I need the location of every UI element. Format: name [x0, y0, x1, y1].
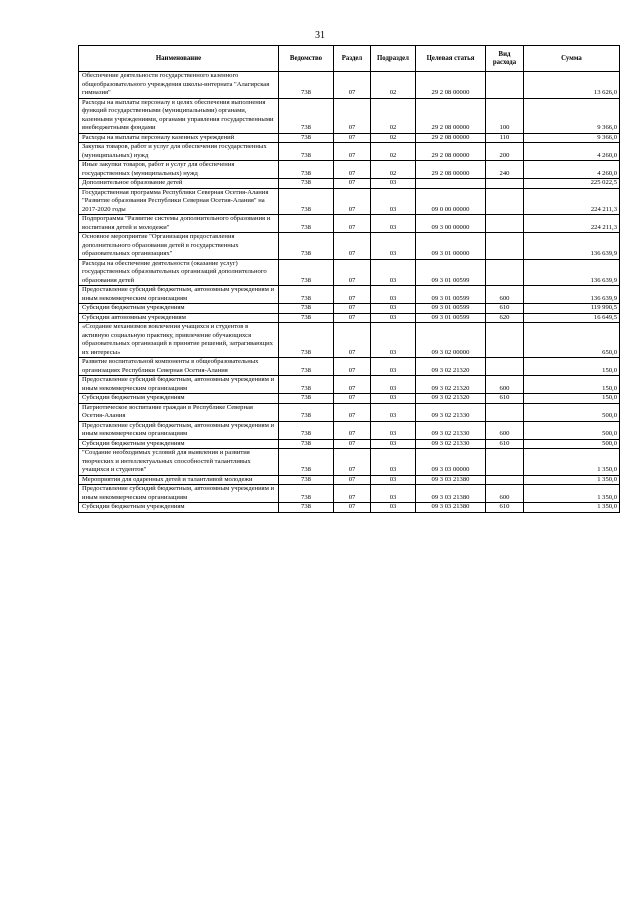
cell-target: 09 3 02 21330 — [416, 403, 486, 421]
cell-subsection: 03 — [371, 358, 416, 376]
header-subsection: Подраздел — [371, 46, 416, 72]
cell-name: Предоставление субсидий бюджетным, автономным учреждениям и иным некоммерческим организациям — [79, 376, 279, 394]
cell-section: 07 — [334, 233, 371, 260]
cell-kind: 620 — [486, 313, 524, 323]
cell-target: 09 3 01 00000 — [416, 233, 486, 260]
cell-kind: 610 — [486, 439, 524, 449]
table-row — [79, 179, 620, 189]
cell-section: 07 — [334, 439, 371, 449]
cell-sum: 224 211,3 — [524, 215, 620, 233]
cell-sum: 500,0 — [524, 403, 620, 421]
cell-sum: 136 639,9 — [524, 286, 620, 304]
cell-target: 09 3 02 21320 — [416, 394, 486, 404]
cell-target: 09 3 01 00599 — [416, 259, 486, 286]
cell-target: 09 3 03 21380 — [416, 503, 486, 513]
table-row — [79, 323, 620, 358]
cell-subsection: 03 — [371, 394, 416, 404]
cell-target: 09 3 03 21380 — [416, 485, 486, 503]
cell-section: 07 — [334, 503, 371, 513]
cell-kind: 240 — [486, 161, 524, 179]
table-row — [79, 403, 620, 421]
cell-target — [416, 179, 486, 189]
cell-kind — [486, 403, 524, 421]
cell-kind — [486, 475, 524, 485]
cell-name: Расходы на обеспечение деятельности (оказание услуг) государственных образовательных организаций дополнительного образования детей — [79, 259, 279, 286]
cell-target: 29 2 08 00000 — [416, 98, 486, 133]
table-row — [79, 421, 620, 439]
cell-subsection: 03 — [371, 421, 416, 439]
cell-subsection: 03 — [371, 233, 416, 260]
cell-sum: 136 639,9 — [524, 233, 620, 260]
table-row — [79, 304, 620, 314]
cell-target: 09 0 00 00000 — [416, 188, 486, 215]
cell-sum: 16 649,5 — [524, 313, 620, 323]
cell-section: 07 — [334, 72, 371, 99]
cell-kind — [486, 233, 524, 260]
cell-target: 09 3 01 00599 — [416, 313, 486, 323]
table-row — [79, 233, 620, 260]
cell-department: 738 — [279, 394, 334, 404]
cell-subsection: 02 — [371, 143, 416, 161]
cell-section: 07 — [334, 313, 371, 323]
cell-section: 07 — [334, 485, 371, 503]
cell-subsection: 02 — [371, 133, 416, 143]
cell-sum: 1 350,0 — [524, 475, 620, 485]
cell-kind: 600 — [486, 376, 524, 394]
header-section: Раздел — [334, 46, 371, 72]
cell-subsection: 03 — [371, 259, 416, 286]
cell-section: 07 — [334, 188, 371, 215]
cell-subsection: 03 — [371, 313, 416, 323]
cell-department: 738 — [279, 161, 334, 179]
cell-subsection: 02 — [371, 161, 416, 179]
cell-target: 29 2 08 00000 — [416, 143, 486, 161]
cell-kind — [486, 179, 524, 189]
cell-subsection: 03 — [371, 286, 416, 304]
cell-kind — [486, 72, 524, 99]
cell-name: Государственная программа Республики Северная Осетия-Алания "Развитие образования Республики Северная Осетия-Алания" на 2017-2020 годы — [79, 188, 279, 215]
cell-name: Предоставление субсидий бюджетным, автономным учреждениям и иным некоммерческим организациям — [79, 421, 279, 439]
cell-target: 09 3 01 00599 — [416, 286, 486, 304]
cell-name: Расходы на выплаты персоналу в целях обеспечения выполнения функций государственными (муниципальными) органами, казенными учреждениями, органами управления государственными внебюджетными фондами — [79, 98, 279, 133]
cell-section: 07 — [334, 304, 371, 314]
cell-name: Расходы на выплаты персоналу казенных учреждений — [79, 133, 279, 143]
cell-department: 738 — [279, 358, 334, 376]
cell-section: 07 — [334, 98, 371, 133]
cell-sum: 13 626,0 — [524, 72, 620, 99]
cell-department: 738 — [279, 286, 334, 304]
cell-name: Субсидии бюджетным учреждениям — [79, 503, 279, 513]
cell-department: 738 — [279, 421, 334, 439]
table-row — [79, 376, 620, 394]
table-row — [79, 286, 620, 304]
cell-sum: 4 260,0 — [524, 161, 620, 179]
table-row — [79, 133, 620, 143]
cell-kind — [486, 449, 524, 476]
cell-sum: 225 022,5 — [524, 179, 620, 189]
table-row — [79, 259, 620, 286]
cell-subsection: 03 — [371, 439, 416, 449]
cell-kind: 610 — [486, 394, 524, 404]
cell-section: 07 — [334, 475, 371, 485]
cell-section: 07 — [334, 133, 371, 143]
cell-sum: 150,0 — [524, 376, 620, 394]
table-row — [79, 449, 620, 476]
cell-section: 07 — [334, 259, 371, 286]
cell-name: Основное мероприятие "Организация предоставления дополнительного образования детей в государственных образовательных организациях" — [79, 233, 279, 260]
header-target: Целевая статья — [416, 46, 486, 72]
header-kind: Вид расхода — [486, 46, 524, 72]
cell-sum: 1 350,0 — [524, 503, 620, 513]
cell-department: 738 — [279, 449, 334, 476]
cell-section: 07 — [334, 161, 371, 179]
cell-subsection: 03 — [371, 485, 416, 503]
cell-kind: 110 — [486, 133, 524, 143]
cell-kind — [486, 358, 524, 376]
header-name: Наименование — [79, 46, 279, 72]
cell-department: 738 — [279, 143, 334, 161]
cell-department: 738 — [279, 98, 334, 133]
cell-name: Развитие воспитательной компоненты в общеобразовательных организациях Республики Северная Осетия-Алания — [79, 358, 279, 376]
cell-department: 738 — [279, 259, 334, 286]
cell-name: Подпрограмма "Развитие системы дополнительного образования и воспитания детей и молодежи" — [79, 215, 279, 233]
cell-target: 09 3 02 21320 — [416, 358, 486, 376]
cell-kind — [486, 259, 524, 286]
cell-kind — [486, 188, 524, 215]
cell-department: 738 — [279, 503, 334, 513]
cell-name: Субсидии бюджетным учреждениям — [79, 304, 279, 314]
cell-department: 738 — [279, 72, 334, 99]
cell-section: 07 — [334, 286, 371, 304]
cell-name: "Создание необходимых условий для выявления и развития творческих и интеллектуальных способностей талантливых учащихся и студентов" — [79, 449, 279, 476]
table-row — [79, 358, 620, 376]
cell-sum: 224 211,3 — [524, 188, 620, 215]
cell-subsection: 03 — [371, 304, 416, 314]
cell-target: 09 3 03 21380 — [416, 475, 486, 485]
cell-department: 738 — [279, 215, 334, 233]
cell-department: 738 — [279, 133, 334, 143]
cell-section: 07 — [334, 179, 371, 189]
cell-name: Мероприятия для одаренных детей и талантливой молодежи — [79, 475, 279, 485]
table-row — [79, 72, 620, 99]
cell-sum: 136 639,9 — [524, 259, 620, 286]
cell-target: 09 3 03 00000 — [416, 449, 486, 476]
budget-table — [78, 45, 620, 513]
cell-kind: 600 — [486, 286, 524, 304]
cell-section: 07 — [334, 376, 371, 394]
header-department: Ведомство — [279, 46, 334, 72]
cell-target: 09 3 02 21330 — [416, 439, 486, 449]
cell-sum: 150,0 — [524, 394, 620, 404]
cell-department: 738 — [279, 313, 334, 323]
cell-target: 29 2 08 00000 — [416, 133, 486, 143]
cell-subsection: 02 — [371, 72, 416, 99]
cell-name: Патриотическое воспитание граждан в Республике Северная Осетия-Алания — [79, 403, 279, 421]
cell-sum: 500,0 — [524, 421, 620, 439]
cell-department: 738 — [279, 233, 334, 260]
cell-sum: 4 260,0 — [524, 143, 620, 161]
cell-section: 07 — [334, 394, 371, 404]
cell-sum: 650,0 — [524, 323, 620, 358]
cell-name: Иные закупки товаров, работ и услуг для обеспечения государственных (муниципальных) нужд — [79, 161, 279, 179]
cell-subsection: 03 — [371, 475, 416, 485]
cell-name: Закупка товаров, работ и услуг для обеспечения государственных (муниципальных) нужд — [79, 143, 279, 161]
cell-kind: 610 — [486, 304, 524, 314]
table-row — [79, 485, 620, 503]
cell-name: Предоставление субсидий бюджетным, автономным учреждениям и иным некоммерческим организациям — [79, 286, 279, 304]
cell-name: «Создание механизмов вовлечения учащихся и студентов в активную социальную практику, привлечение обучающихся образовательных организаций в принятие решений, затрагивающих их интересы» — [79, 323, 279, 358]
table-row — [79, 98, 620, 133]
cell-department: 738 — [279, 439, 334, 449]
cell-name: Субсидии бюджетным учреждениям — [79, 439, 279, 449]
cell-target: 09 3 02 21320 — [416, 376, 486, 394]
cell-kind: 200 — [486, 143, 524, 161]
cell-target: 09 3 02 21330 — [416, 421, 486, 439]
cell-department: 738 — [279, 323, 334, 358]
cell-target: 09 3 01 00599 — [416, 304, 486, 314]
cell-section: 07 — [334, 358, 371, 376]
cell-kind: 600 — [486, 485, 524, 503]
cell-name: Дополнительное образование детей — [79, 179, 279, 189]
cell-kind: 600 — [486, 421, 524, 439]
cell-section: 07 — [334, 403, 371, 421]
table-row — [79, 439, 620, 449]
table-header-row — [79, 46, 620, 72]
cell-subsection: 03 — [371, 403, 416, 421]
cell-name: Субсидии автономным учреждениям — [79, 313, 279, 323]
cell-subsection: 03 — [371, 449, 416, 476]
cell-kind — [486, 323, 524, 358]
cell-sum: 150,0 — [524, 358, 620, 376]
cell-kind — [486, 215, 524, 233]
page-number: 31 — [315, 30, 325, 41]
cell-section: 07 — [334, 421, 371, 439]
cell-sum: 119 990,5 — [524, 304, 620, 314]
cell-target: 29 2 08 00000 — [416, 161, 486, 179]
cell-kind: 100 — [486, 98, 524, 133]
cell-target: 09 3 00 00000 — [416, 215, 486, 233]
cell-section: 07 — [334, 215, 371, 233]
cell-subsection: 03 — [371, 503, 416, 513]
cell-sum: 9 366,0 — [524, 133, 620, 143]
cell-subsection: 03 — [371, 215, 416, 233]
cell-sum: 1 350,0 — [524, 449, 620, 476]
cell-department: 738 — [279, 304, 334, 314]
cell-target: 29 2 08 00000 — [416, 72, 486, 99]
cell-sum: 500,0 — [524, 439, 620, 449]
cell-sum: 9 366,0 — [524, 98, 620, 133]
cell-subsection: 03 — [371, 323, 416, 358]
cell-department: 738 — [279, 179, 334, 189]
cell-section: 07 — [334, 323, 371, 358]
table-row — [79, 394, 620, 404]
cell-subsection: 03 — [371, 179, 416, 189]
cell-section: 07 — [334, 449, 371, 476]
cell-kind: 610 — [486, 503, 524, 513]
table-row — [79, 161, 620, 179]
table-row — [79, 188, 620, 215]
cell-name: Предоставление субсидий бюджетным, автономным учреждениям и иным некоммерческим организациям — [79, 485, 279, 503]
table-row — [79, 503, 620, 513]
cell-department: 738 — [279, 403, 334, 421]
cell-subsection: 03 — [371, 188, 416, 215]
table-row — [79, 475, 620, 485]
header-sum: Сумма — [524, 46, 620, 72]
cell-subsection: 03 — [371, 376, 416, 394]
cell-target: 09 3 02 00000 — [416, 323, 486, 358]
cell-section: 07 — [334, 143, 371, 161]
cell-department: 738 — [279, 376, 334, 394]
cell-department: 738 — [279, 188, 334, 215]
cell-name: Обеспечение деятельности государственного казенного общеобразовательного учреждения школы-интерната "Алагирская гимназия" — [79, 72, 279, 99]
cell-department: 738 — [279, 475, 334, 485]
cell-department: 738 — [279, 485, 334, 503]
table-row — [79, 143, 620, 161]
table-row — [79, 313, 620, 323]
cell-subsection: 02 — [371, 98, 416, 133]
table-row — [79, 215, 620, 233]
cell-name: Субсидии бюджетным учреждениям — [79, 394, 279, 404]
cell-sum: 1 350,0 — [524, 485, 620, 503]
